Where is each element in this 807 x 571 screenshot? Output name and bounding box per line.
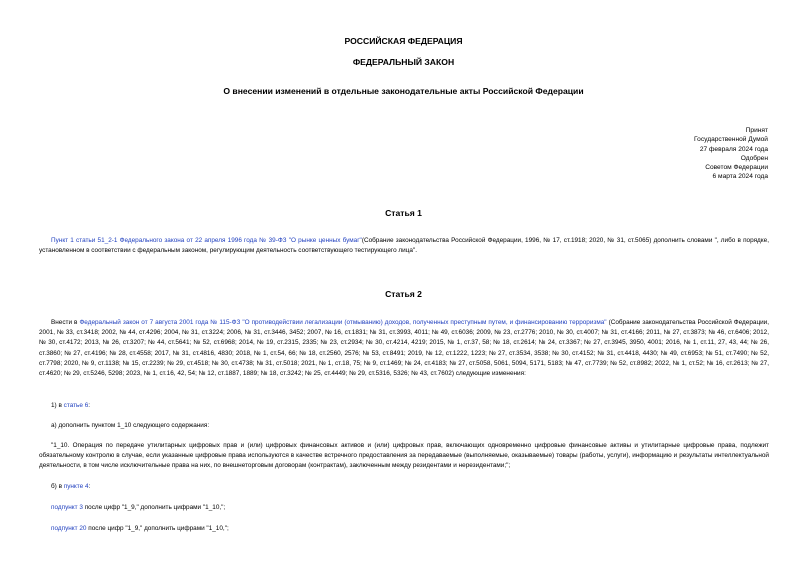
quoted-paragraph: "1_10. Операция по передаче утилитарных цифровых прав и (или) цифровых финансовых активов и (или) цифровых прав, включающих одновременно цифровые финансовые активы и утилитарные цифровые права, подлежит обязательному контролю в случае, если указанные цифровые права используются в качестве встречного предоставления за передаваемые (выполняемые, оказываемые) товары (работы, услуги), информацию и результаты интеллектуальной деятельности, в том числе исключительные права на них, по внешнеторговым договорам (контрактам), заключенным между резидентами и нерезидентами;"; — [39, 442, 769, 470]
item-1: 1) в статье 6: — [51, 402, 91, 409]
article-1-heading: Статья 1 — [385, 208, 422, 218]
law-115fz-link[interactable]: Федеральный закон от 7 августа 2001 года № 115-ФЗ "О противодействии легализации (отмыванию) доходов, полученных преступным путем, и финансированию терроризма" — [79, 319, 607, 326]
acceptance-line: Государственной Думой — [694, 136, 768, 144]
item-1a: а) дополнить пунктом 1_10 следующего содержания: — [51, 422, 210, 429]
country-heading: РОССИЙСКАЯ ФЕДЕРАЦИЯ — [344, 36, 463, 46]
acceptance-line: 27 февраля 2024 года — [699, 145, 768, 153]
document-type-heading: ФЕДЕРАЛЬНЫЙ ЗАКОН — [352, 57, 455, 67]
subpoint-3: подпункт 3 после цифр "1_9," дополнить цифрами "1_10,"; — [51, 504, 226, 511]
article-1-paragraph — [39, 236, 769, 256]
subpoint-20: подпункт 20 после цифр "1_9," дополнить цифрами "1_10,"; — [51, 525, 229, 532]
document-title: О внесении изменений в отдельные законодательные акты Российской Федерации — [223, 86, 584, 96]
acceptance-line: 6 марта 2024 года — [712, 173, 768, 181]
acceptance-line: Принят — [745, 127, 768, 134]
law-39fz-link[interactable]: Пункт 1 статьи 51_2-1 Федерального закона от 22 апреля 1996 года № 39-ФЗ "О рынке ценных бумаг" — [51, 237, 362, 244]
article-6-link[interactable]: статье 6 — [63, 402, 89, 409]
acceptance-block — [694, 126, 768, 182]
article-2-heading: Статья 2 — [385, 289, 422, 299]
point-4-link[interactable]: пункте 4 — [63, 483, 89, 490]
item-1b: б) в пункте 4: — [51, 483, 91, 490]
subpoint-20-link[interactable]: подпункт 20 — [51, 525, 87, 532]
acceptance-line: Советом Федерации — [705, 164, 768, 172]
article-1-text: (Собрание законодательства Российской Федерации, 1996, № 17, ст.1918; 2020, № 31, ст.5065) дополнить словами ", либо в порядке, установленном в соответствии с федеральным законом, регулирующим деятельность соответствующего тестирующего лица". — [39, 237, 769, 255]
intro-prefix: Внести в — [51, 319, 80, 326]
subpoint-3-link[interactable]: подпункт 3 — [51, 504, 83, 511]
acceptance-line: Одобрен — [740, 154, 768, 162]
intro-text: (Собрание законодательства Российской Федерации, 2001, № 33, ст.3418; 2002, № 44, ст.4296; 2004, № 31, ст.3224; 2006, № 31, ст.3446, 3452; 2007, № 16, ст.1831; № 31, ст.3993, 4011; № 49, ст.6036; 2009, № 23, ст.2776; 2010, № 30, ст.4007; № 31, ст.4166; 2011, № 27, ст.3873; № 46, ст.6406; 2012, № 30, ст.4172; 2013, № 26, ст.3207; № 44, ст.5641; № 52, ст.6968; 2014, № 19, ст.2315, 2335; № 23, ст.2934; № 30, ст.4214, 4219; 2015, № 1, ст.37, 58; № 18, ст.2614; № 24, ст.3367; № 27, ст.3945, 3950, 4001; 2016, № 1, ст.11, 27, 43, 44; № 26, ст.3860; № 27, ст.4196; № 28, ст.4558; 2017, № 31, ст.4816, 4830; 2018, № 1, ст.54, 66; № 18, ст.2560, 2576; № 53, ст.8491; 2019, № 12, ст.1222, 1223; № 27, ст.3534, 3538; № 30, ст.4152; № 31, ст.4418, 4430; № 49, ст.6953; № 51, ст.7490; № 52, ст.7798; 2020, № 9, ст.1138; № 15, ст.2239; № 29, ст.4518; № 30, ст.4738; № 31, ст.5018; 2021, № 1, ст.18, 75; № 9, ст.1469; № 24, ст.4183; № 27, ст.5058, 5061, 5094, 5171, 5183; № 47, ст.7739; № 52, ст.8982; 2022, № 1, ст.52; № 16, ст.2613; № 27, ст.4620; № 29, ст.5246, 5298; 2023, № 1, ст.16, 42, 54; № 12, ст.1887, 1889; № 18, ст.3242; № 25, ст.4449; № 29, ст.5316, 5326; № 43, ст.7602) следующие изменения: — [39, 319, 770, 378]
article-2-intro — [39, 318, 769, 379]
